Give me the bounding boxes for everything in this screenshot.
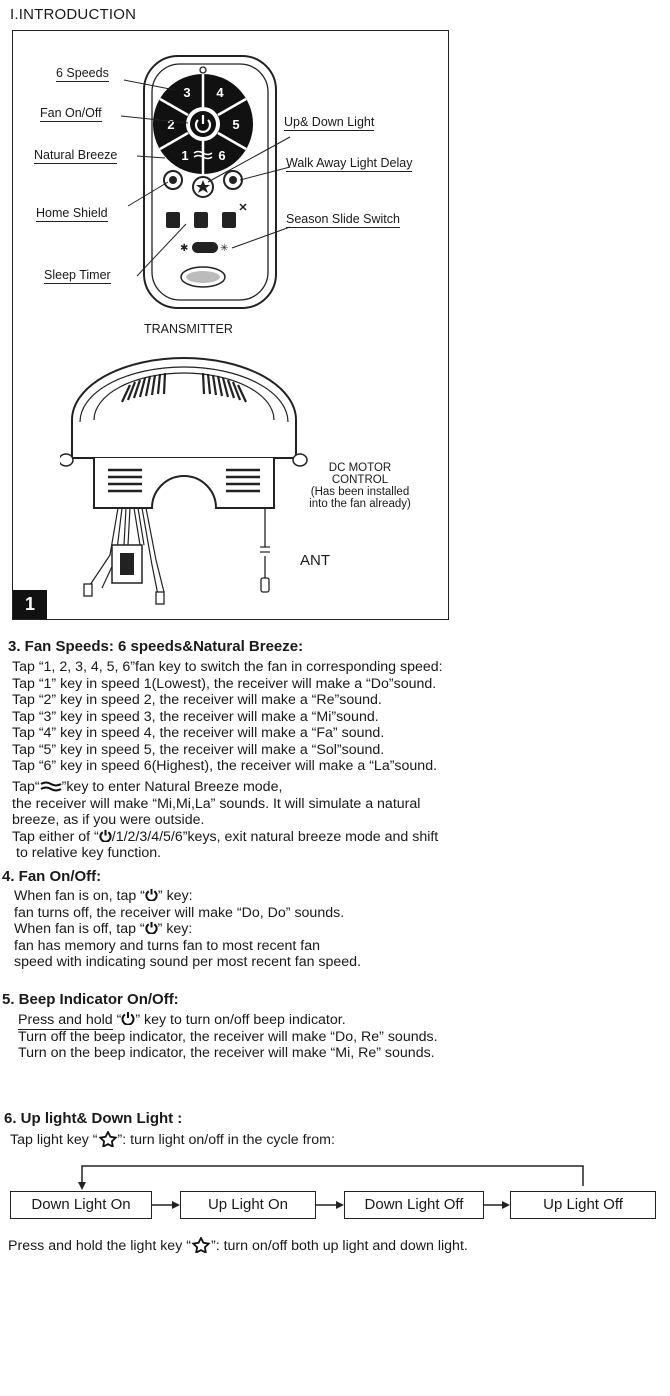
svg-text:✱: ✱ [180,243,189,254]
power-icon [99,829,112,842]
section-6-title: 6. Up light& Down Light : [4,1110,183,1127]
cycle-step-up-light-on: Up Light On [180,1191,316,1219]
section-4-body [14,888,361,971]
motor-caption-line-1: DC MOTOR [328,462,392,474]
power-icon [145,888,158,901]
key-6: 6 [218,148,226,163]
s5-hold-mid: “ [112,1012,122,1028]
label-6-speeds: 6 Speeds [56,66,109,80]
natural-breeze-icon [40,781,62,793]
svg-text:✳: ✳ [220,243,229,254]
key-3: 3 [183,85,191,100]
breeze-line: the receiver will make “Mi,Mi,La” sounds. It will simulate a natural [12,795,421,812]
s3-line: Tap “2” key in speed 2, the receiver will make a “Re”sound. [12,692,382,708]
s4-on-suffix: ” key: [157,888,193,904]
s6-tap-suffix: ”: turn light on/off in the cycle from: [117,1132,335,1148]
light-key-icon [98,1131,118,1147]
exit-line-2: to relative key function. [16,845,162,861]
cycle-step-up-light-off: Up Light Off [510,1191,656,1219]
s3-line: Tap “1” key in speed 1(Lowest), the receiver will make a “Do”sound. [12,675,437,692]
label-walk-away-light-delay: Walk Away Light Delay [286,156,413,170]
motor-control-illustration [60,340,310,615]
motor-caption-line-3: (Has been installed [310,486,410,498]
section-3-breeze [12,779,438,862]
s3-line: Tap “4” key in speed 4, the receiver will make a “Fa” sound. [12,725,385,741]
key-1: 1 [181,148,189,163]
breeze-line: breeze, as if you were outside. [12,812,205,828]
label-natural-breeze: Natural Breeze [34,148,118,162]
section-5-body [18,1011,438,1062]
section-3-body [12,659,443,775]
motor-caption-line-2: CONTROL [331,474,389,486]
s6-hold-suffix: ”: turn on/off both up light and down light. [210,1238,468,1254]
key-5: 5 [232,117,240,132]
s4-on-prefix: When fan is on, tap “ [14,888,145,904]
exit-suffix: /1/2/3/4/5/6”keys, exit natural breeze mode and shift [111,828,439,845]
section-3-title: 3. Fan Speeds: 6 speeds&Natural Breeze: [8,638,304,655]
transmitter-caption: TRANSMITTER [144,322,233,336]
s4-on-result: fan turns off, the receiver will make “Do, Do” sounds. [14,904,345,921]
antenna-label: ANT [300,552,330,569]
s3-line: Tap “5” key in speed 5, the receiver will make a “Sol”sound. [12,741,385,758]
label-season-slide-switch: Season Slide Switch [286,212,400,226]
label-fan-onoff: Fan On/Off [40,106,102,120]
section-4-title: 4. Fan On/Off: [2,868,102,885]
s6-hold-prefix: Press and hold the light key “ [8,1238,191,1254]
s3-line: Tap “6” key in speed 6(Highest), the receiver will make a “La”sound. [12,758,438,774]
power-icon [145,921,158,934]
key-2: 2 [167,117,175,132]
s5-line-2: Turn off the beep indicator, the receiver will make “Do, Re” sounds. [18,1028,438,1045]
section-5-title: 5. Beep Indicator On/Off: [2,991,179,1008]
s6-tap-prefix: Tap light key “ [10,1132,98,1148]
section-6-tap-line [10,1131,335,1149]
s4-off-prefix: When fan is off, tap “ [14,921,145,937]
s4-off-result-1: fan has memory and turns fan to most recent fan [14,937,320,954]
motor-control-caption [290,462,430,510]
motor-caption-line-4: into the fan already) [309,498,411,510]
breeze-suffix: ”key to enter Natural Breeze mode, [61,779,283,795]
cycle-step-down-light-on: Down Light On [10,1191,152,1219]
label-sleep-timer: Sleep Timer [44,268,111,282]
s5-line-3: Turn on the beep indicator, the receiver will make “Mi, Re” sounds. [18,1045,435,1061]
s3-line: Tap “3” key in speed 3, the receiver will make a “Mi”sound. [12,708,379,725]
section-heading-introduction: I.INTRODUCTION [10,6,137,23]
press-and-hold-text: Press and hold [18,1012,113,1028]
breeze-prefix: Tap“ [12,779,40,795]
section-6-hold-line [8,1237,468,1255]
exit-prefix: Tap either of “ [12,828,99,845]
label-home-shield: Home Shield [36,206,108,220]
label-up-down-light: Up& Down Light [284,115,375,129]
s4-off-result-2: speed with indicating sound per most recent fan speed. [14,954,362,970]
key-4: 4 [216,85,224,100]
s3-line: Tap “1, 2, 3, 4, 5, 6”fan key to switch the fan in corresponding speed: [12,659,443,675]
power-icon [121,1011,135,1025]
s5-hold-suffix: ” key to turn on/off beep indicator. [135,1012,346,1028]
cycle-step-down-light-off: Down Light Off [344,1191,484,1219]
s4-off-suffix: ” key: [157,921,193,937]
figure-number: 1 [13,590,47,619]
light-key-icon [191,1237,211,1253]
